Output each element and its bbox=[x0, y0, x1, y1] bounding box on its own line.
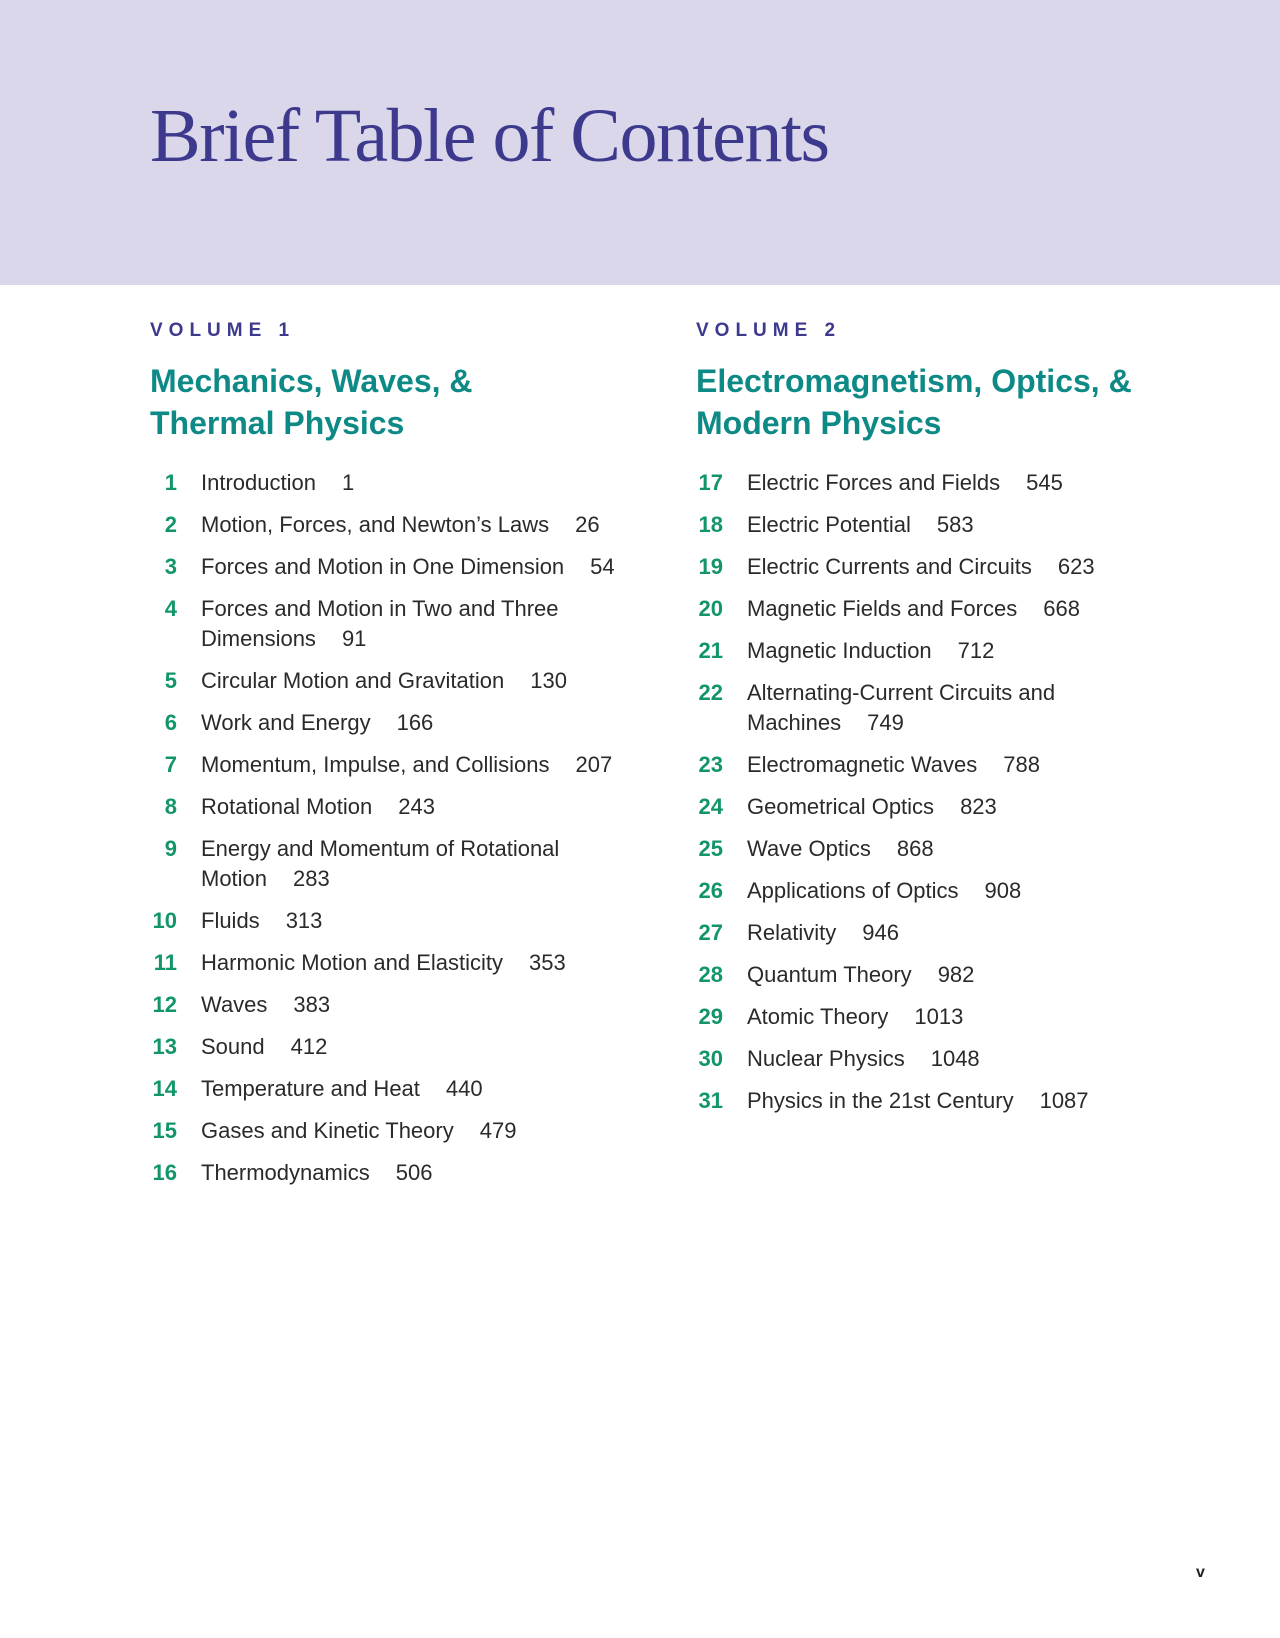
chapter-number: 3 bbox=[164, 554, 177, 579]
chapter-number: 24 bbox=[698, 794, 723, 819]
chapter-title: Temperature and Heat bbox=[201, 1076, 420, 1101]
chapter-entry[interactable] bbox=[150, 1116, 620, 1146]
chapter-number: 20 bbox=[698, 596, 723, 621]
chapter-number: 9 bbox=[164, 836, 177, 861]
chapter-entry[interactable] bbox=[696, 1002, 1166, 1032]
chapter-text bbox=[747, 594, 1166, 624]
chapter-entry[interactable] bbox=[696, 834, 1166, 864]
chapter-title: Magnetic Fields and Forces bbox=[747, 596, 1018, 621]
chapter-text bbox=[201, 552, 620, 582]
chapter-number: 5 bbox=[164, 668, 177, 693]
chapter-text bbox=[747, 792, 1166, 822]
chapter-entry[interactable] bbox=[696, 750, 1166, 780]
chapter-title: Forces and Motion in Two and Three Dimensions bbox=[201, 596, 559, 651]
chapter-number: 25 bbox=[698, 836, 723, 861]
volume-title bbox=[696, 360, 1166, 444]
chapter-text bbox=[747, 1044, 1166, 1074]
chapter-number: 31 bbox=[698, 1088, 723, 1113]
chapter-entry[interactable] bbox=[150, 834, 620, 894]
chapter-page-number: 412 bbox=[290, 1034, 328, 1059]
chapter-title: Electric Potential bbox=[747, 512, 911, 537]
chapter-number: 27 bbox=[698, 920, 723, 945]
chapter-page-number: 440 bbox=[445, 1076, 483, 1101]
chapter-entry[interactable] bbox=[696, 636, 1166, 666]
chapter-number: 28 bbox=[698, 962, 723, 987]
chapter-title: Thermodynamics bbox=[201, 1160, 370, 1185]
chapter-page-number: 243 bbox=[398, 794, 435, 819]
chapter-entry[interactable] bbox=[150, 510, 620, 540]
chapter-entry[interactable] bbox=[150, 1074, 620, 1104]
chapter-text bbox=[747, 552, 1166, 582]
chapter-page-number: 207 bbox=[575, 752, 613, 777]
chapter-page-number: 1 bbox=[341, 470, 355, 495]
chapter-text bbox=[201, 468, 620, 498]
chapter-text bbox=[201, 666, 620, 696]
chapter-number: 15 bbox=[152, 1118, 177, 1143]
chapter-page-number: 788 bbox=[1003, 752, 1040, 777]
chapter-page-number: 868 bbox=[896, 836, 934, 861]
chapter-text bbox=[201, 750, 620, 780]
chapter-text bbox=[201, 510, 620, 540]
chapter-number: 29 bbox=[698, 1004, 723, 1029]
chapter-entry[interactable] bbox=[150, 594, 620, 654]
chapter-number: 19 bbox=[698, 554, 723, 579]
chapter-text bbox=[747, 834, 1166, 864]
chapter-number: 30 bbox=[698, 1046, 723, 1071]
chapter-text bbox=[201, 948, 620, 978]
volume-1-section bbox=[150, 320, 620, 1200]
chapter-text bbox=[747, 750, 1166, 780]
chapter-number: 8 bbox=[164, 794, 177, 819]
chapter-number: 2 bbox=[164, 512, 177, 537]
chapter-text bbox=[747, 918, 1166, 948]
chapter-number: 12 bbox=[152, 992, 177, 1017]
volume-label: VOLUME 1 bbox=[150, 320, 296, 341]
page-title: Brief Table of Contents bbox=[150, 94, 829, 178]
volume-title-line: Electromagnetism, Optics, & bbox=[696, 363, 1132, 399]
chapter-number: 18 bbox=[698, 512, 723, 537]
chapter-entry[interactable] bbox=[696, 1044, 1166, 1074]
volume-label: VOLUME 2 bbox=[696, 320, 842, 341]
chapter-text bbox=[747, 510, 1166, 540]
chapter-text bbox=[201, 1116, 620, 1146]
chapter-title: Electric Forces and Fields bbox=[747, 470, 1001, 495]
chapter-entry[interactable] bbox=[696, 876, 1166, 906]
chapter-text bbox=[747, 468, 1166, 498]
chapter-entry[interactable] bbox=[150, 468, 620, 498]
chapter-entry[interactable] bbox=[696, 1086, 1166, 1116]
chapter-entry[interactable] bbox=[696, 552, 1166, 582]
chapter-page-number: 130 bbox=[530, 668, 567, 693]
chapter-entry[interactable] bbox=[150, 906, 620, 936]
chapter-entry[interactable] bbox=[150, 708, 620, 738]
chapter-number: 10 bbox=[152, 908, 177, 933]
volume-title-line: Thermal Physics bbox=[150, 405, 405, 441]
chapter-page-number: 583 bbox=[936, 512, 974, 537]
chapter-page-number: 91 bbox=[341, 626, 367, 651]
volume-title-line: Mechanics, Waves, & bbox=[150, 363, 473, 399]
volume-title bbox=[150, 360, 620, 444]
chapter-number: 1 bbox=[164, 470, 177, 495]
chapter-text bbox=[201, 1158, 620, 1188]
chapter-page-number: 1087 bbox=[1039, 1088, 1089, 1113]
chapter-text bbox=[201, 834, 620, 894]
chapter-entry[interactable] bbox=[696, 792, 1166, 822]
chapter-entry[interactable] bbox=[696, 918, 1166, 948]
chapter-title: Waves bbox=[201, 992, 268, 1017]
chapter-entry[interactable] bbox=[696, 510, 1166, 540]
chapter-title: Rotational Motion bbox=[201, 794, 373, 819]
chapter-text bbox=[747, 678, 1166, 738]
chapter-title: Gases and Kinetic Theory bbox=[201, 1118, 454, 1143]
chapter-number: 16 bbox=[152, 1160, 177, 1185]
title-banner bbox=[0, 0, 1280, 285]
chapter-number: 13 bbox=[152, 1034, 177, 1059]
chapter-entry[interactable] bbox=[696, 960, 1166, 990]
page-number: v bbox=[1196, 1564, 1205, 1581]
chapter-title: Geometrical Optics bbox=[747, 794, 935, 819]
chapter-entry[interactable] bbox=[696, 594, 1166, 624]
chapter-title: Electromagnetic Waves bbox=[747, 752, 978, 777]
chapter-page-number: 712 bbox=[957, 638, 995, 663]
chapter-page-number: 545 bbox=[1026, 470, 1063, 495]
chapter-entry[interactable] bbox=[150, 666, 620, 696]
chapter-page-number: 479 bbox=[479, 1118, 517, 1143]
chapter-page-number: 506 bbox=[395, 1160, 433, 1185]
chapter-entry[interactable] bbox=[150, 1158, 620, 1188]
chapter-text bbox=[201, 1032, 620, 1062]
chapter-title: Electric Currents and Circuits bbox=[747, 554, 1032, 579]
chapter-text bbox=[747, 636, 1166, 666]
chapter-title: Fluids bbox=[201, 908, 260, 933]
chapter-number: 23 bbox=[698, 752, 723, 777]
chapter-title: Energy and Momentum of Rotational Motion bbox=[201, 836, 560, 891]
chapter-title: Physics in the 21st Century bbox=[747, 1088, 1014, 1113]
chapter-number: 17 bbox=[698, 470, 723, 495]
chapter-text bbox=[201, 594, 620, 654]
chapter-entry[interactable] bbox=[150, 990, 620, 1020]
chapter-page-number: 623 bbox=[1057, 554, 1095, 579]
chapter-text bbox=[747, 876, 1166, 906]
chapter-title: Magnetic Induction bbox=[747, 638, 932, 663]
chapter-number: 14 bbox=[152, 1076, 177, 1101]
chapter-title: Harmonic Motion and Elasticity bbox=[201, 950, 504, 975]
chapter-number: 21 bbox=[698, 638, 723, 663]
chapter-page-number: 1013 bbox=[914, 1004, 964, 1029]
chapter-text bbox=[201, 906, 620, 936]
chapter-title: Wave Optics bbox=[747, 836, 871, 861]
chapter-page-number: 313 bbox=[285, 908, 323, 933]
chapter-page-number: 749 bbox=[867, 710, 904, 735]
chapter-text bbox=[201, 708, 620, 738]
chapter-title: Momentum, Impulse, and Collisions bbox=[201, 752, 550, 777]
chapter-text bbox=[747, 1086, 1166, 1116]
chapter-page-number: 1048 bbox=[930, 1046, 980, 1071]
chapter-entry[interactable] bbox=[696, 678, 1166, 738]
chapter-title: Sound bbox=[201, 1034, 265, 1059]
volume-title-line: Modern Physics bbox=[696, 405, 942, 441]
chapter-title: Forces and Motion in One Dimension bbox=[201, 554, 565, 579]
chapter-page-number: 982 bbox=[937, 962, 975, 987]
chapter-list bbox=[696, 468, 1166, 1116]
chapter-entry[interactable] bbox=[696, 468, 1166, 498]
chapter-text bbox=[747, 960, 1166, 990]
chapter-page-number: 353 bbox=[529, 950, 566, 975]
chapter-list bbox=[150, 468, 620, 1188]
chapter-title: Relativity bbox=[747, 920, 837, 945]
chapter-entry[interactable] bbox=[150, 552, 620, 582]
chapter-entry[interactable] bbox=[150, 948, 620, 978]
chapter-title: Alternating-Current Circuits and Machines bbox=[747, 680, 1056, 735]
chapter-title: Atomic Theory bbox=[747, 1004, 889, 1029]
chapter-page-number: 166 bbox=[396, 710, 434, 735]
chapter-text bbox=[201, 792, 620, 822]
chapter-entry[interactable] bbox=[150, 792, 620, 822]
volume-2-section bbox=[696, 320, 1166, 1128]
chapter-page-number: 908 bbox=[984, 878, 1022, 903]
chapter-title: Work and Energy bbox=[201, 710, 371, 735]
chapter-title: Circular Motion and Gravitation bbox=[201, 668, 505, 693]
chapter-number: 7 bbox=[164, 752, 177, 777]
chapter-title: Quantum Theory bbox=[747, 962, 912, 987]
chapter-number: 6 bbox=[164, 710, 177, 735]
chapter-number: 26 bbox=[698, 878, 723, 903]
chapter-page-number: 668 bbox=[1043, 596, 1080, 621]
chapter-title: Applications of Optics bbox=[747, 878, 959, 903]
chapter-number: 4 bbox=[164, 596, 177, 621]
chapter-page-number: 946 bbox=[862, 920, 899, 945]
chapter-number: 22 bbox=[698, 680, 723, 705]
chapter-page-number: 823 bbox=[960, 794, 997, 819]
chapter-text bbox=[747, 1002, 1166, 1032]
chapter-text bbox=[201, 990, 620, 1020]
chapter-page-number: 383 bbox=[293, 992, 331, 1017]
chapter-title: Nuclear Physics bbox=[747, 1046, 905, 1071]
chapter-page-number: 283 bbox=[293, 866, 330, 891]
chapter-text bbox=[201, 1074, 620, 1104]
chapter-title: Introduction bbox=[201, 470, 316, 495]
chapter-title: Motion, Forces, and Newton’s Laws bbox=[201, 512, 550, 537]
chapter-page-number: 26 bbox=[575, 512, 600, 537]
chapter-entry[interactable] bbox=[150, 1032, 620, 1062]
chapter-entry[interactable] bbox=[150, 750, 620, 780]
chapter-number: 11 bbox=[153, 950, 177, 975]
chapter-page-number: 54 bbox=[590, 554, 615, 579]
